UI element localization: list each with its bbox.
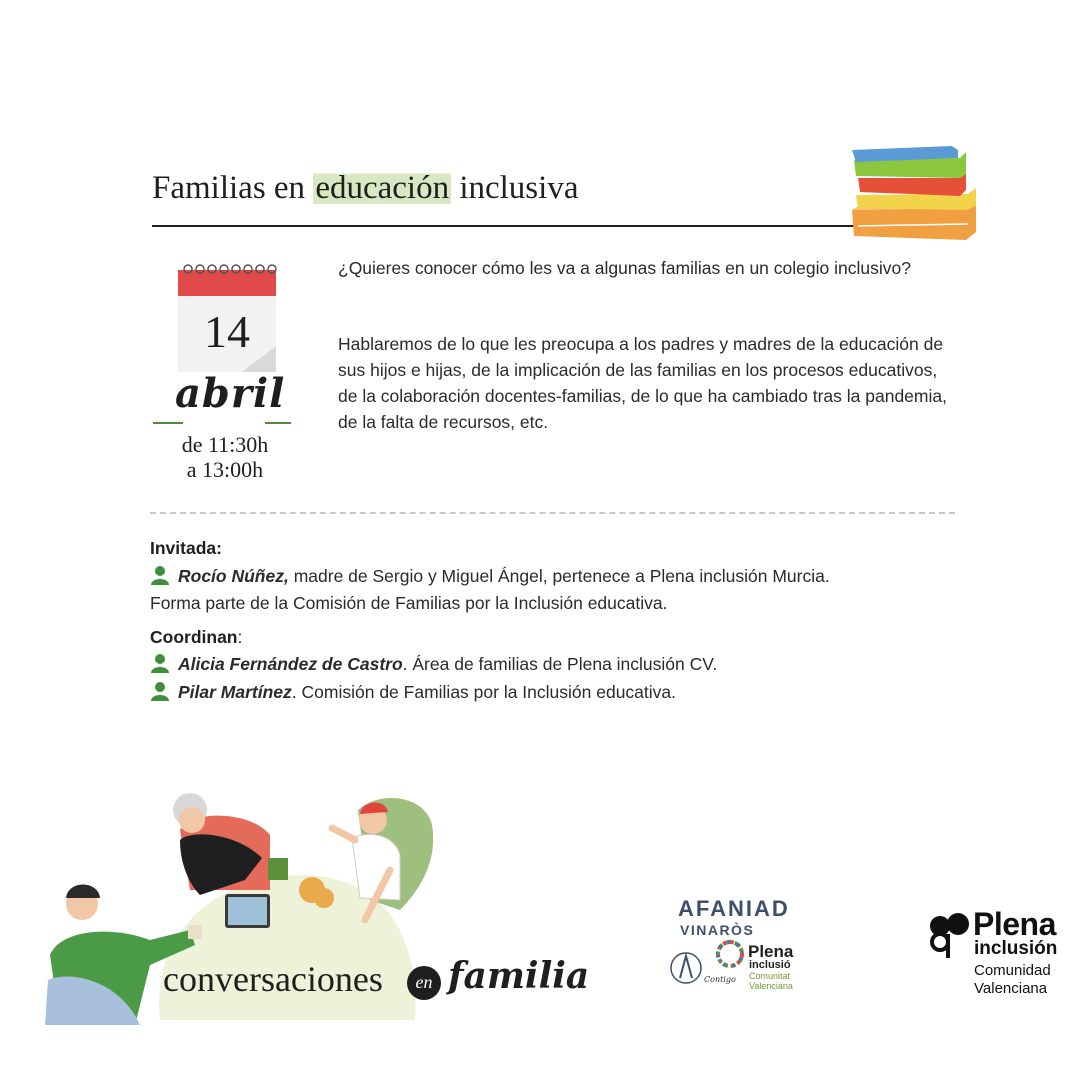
description-intro: ¿Quieres conocer cómo les va a algunas familias en un colegio inclusivo? — [338, 258, 911, 278]
time-start: de 11:30h — [181, 432, 269, 457]
calendar-day: 14 — [204, 306, 250, 357]
afaniad-logo-text: AFANIAD — [678, 896, 790, 921]
title-divider — [152, 225, 922, 227]
guest-name: Rocío Núñez, — [178, 566, 289, 586]
plena-inclusion-logo-sub: inclusión — [974, 938, 1058, 959]
title-part2: inclusiva — [451, 170, 579, 206]
svg-text:Contigo: Contigo — [704, 975, 736, 984]
plena-inclusion-logo-region1: Comunidad — [974, 962, 1051, 979]
coordinator-item — [150, 651, 717, 677]
person-icon — [150, 565, 170, 585]
books-icon — [848, 140, 983, 250]
guest-detail: madre de Sergio y Miguel Ángel, pertenece a Plena inclusión Murcia. — [288, 566, 830, 586]
pi-valencia-logo-sub: inclusió — [749, 959, 791, 971]
brand-en-badge: en — [407, 966, 441, 1000]
plena-inclusion-logo-region2: Valenciana — [974, 980, 1048, 997]
coordinator-item — [150, 679, 676, 705]
section-divider — [150, 512, 955, 514]
pi-valencia-logo-name: Plena — [748, 942, 794, 961]
person-icon — [150, 653, 170, 673]
coordinators-label — [150, 627, 242, 648]
title-part1: Familias en — [152, 170, 314, 206]
vinaros-logo-text: VINARÒS — [680, 922, 755, 938]
coordinator-name: Alicia Fernández de Castro — [178, 654, 403, 674]
coordinator-detail: . Área de familias de Plena inclusión CV. — [402, 654, 718, 674]
calendar-month: abril — [175, 370, 286, 417]
page-title — [152, 170, 578, 207]
title-highlight: educación — [315, 170, 450, 206]
time-end: a 13:00h — [186, 457, 264, 482]
coordinators-label-colon: : — [237, 627, 243, 647]
pi-valencia-logo-region2: Valenciana — [749, 981, 793, 991]
coordinator-detail: . Comisión de Familias por la Inclusión educativa. — [291, 682, 677, 702]
brand-word-familia: familia — [448, 955, 590, 997]
guest-label: Invitada: — [150, 538, 222, 558]
guest-line — [150, 563, 830, 589]
guest-detail-2: Forma parte de la Comisión de Familias por la Inclusión educativa. — [150, 593, 668, 613]
plena-inclusion-logo-icon — [928, 912, 970, 958]
plena-inclusion-logo-name: Plena — [973, 906, 1056, 942]
month-underline-left — [153, 422, 183, 424]
brand-word-conversaciones: conversaciones — [163, 959, 383, 999]
person-icon — [150, 681, 170, 701]
coordinators-label-text: Coordinan — [150, 627, 238, 647]
month-underline-right — [265, 422, 291, 424]
description-body: Hablaremos de lo que les preocupa a los padres y madres de la educación de sus hijos e hijas, de la implicación de las familias en los procesos educativos, de la colaboración docentes-familias, de lo que ha cambiado tras la pandemia, de la falta de recursos, etc. — [338, 334, 947, 432]
coordinator-name: Pilar Martínez — [178, 682, 292, 702]
pi-valencia-logo-region1: Comunitat — [749, 971, 791, 981]
